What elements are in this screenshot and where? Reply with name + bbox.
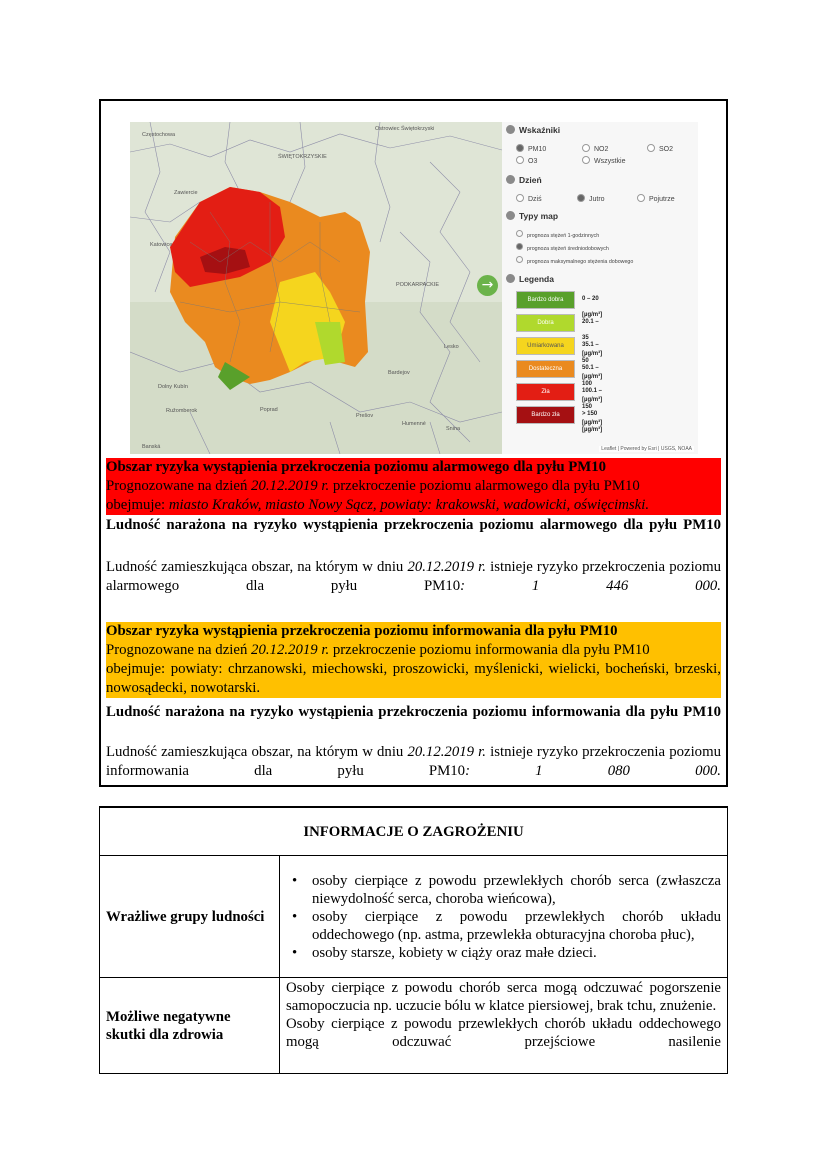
forecast-box: [99, 99, 728, 787]
legend-swatch: Umiarkowana: [516, 337, 575, 355]
info-areas: obejmuje: powiaty: chrzanowski, miechowski, proszowicki, myślenicki, wielicki, bocheński, brzeski, nowosądecki, nowotarski.: [106, 661, 721, 696]
radio-icon: [582, 156, 590, 164]
radio-today[interactable]: Dziś: [516, 194, 542, 203]
legend-value: 0 – 20 [µg/m³]: [582, 296, 603, 318]
map-place: Ružomberok: [166, 408, 198, 414]
sensitive-groups-cell: [280, 856, 728, 978]
chevron-down-icon: [506, 125, 515, 134]
section-map-types[interactable]: Typy map: [506, 211, 558, 221]
alarm-title: Obszar ryzyka wystąpienia przekroczenia poziomu alarmowego dla pyłu PM10: [106, 458, 721, 477]
health-effects-p1: Osoby cierpiące z powodu chorób serca mogą odczuwać pogorszenie samopoczucia np. uczucie bólu w klatce piersiowej, brak tchu, znużenie.: [286, 980, 721, 1014]
legend-swatch: Zła: [516, 383, 575, 401]
map-place: Ostrowiec Świętokrzyski: [375, 126, 435, 132]
health-effects-p2: Osoby cierpiące z powodu przewlekłych chorób układu oddechowego mogą odczuwać przejściowe nasilenie: [286, 1016, 721, 1050]
radio-day-after[interactable]: Pojutrze: [637, 194, 675, 203]
legend-value: 100.1 – 150 [µg/m³]: [582, 388, 603, 426]
info-population-text: Ludność zamieszkująca obszar, na którym w dniu 20.12.2019 r. istnieje ryzyko przekroczenia poziomu informowania dla pyłu PM10: 1 080 000.: [106, 744, 721, 779]
legend-swatch: Bardzo zła: [516, 406, 575, 424]
radio-daily-avg[interactable]: prognoza stężeń średniodobowych: [516, 243, 609, 252]
map-place: Katowice: [150, 242, 173, 248]
map-place: Dolny Kubín: [158, 384, 188, 390]
health-effects-cell: [280, 978, 728, 1074]
radio-so2[interactable]: SO2: [647, 144, 673, 153]
section-day[interactable]: Dzień: [506, 175, 542, 185]
map-place: ŚWIĘTOKRZYSKIE: [278, 154, 327, 160]
radio-no2[interactable]: NO2: [582, 144, 608, 153]
info-population-title: Ludność narażona na ryzyko wystąpienia przekroczenia poziomu informowania dla pyłu PM10: [106, 704, 721, 720]
alarm-areas: obejmuje: miasto Kraków, miasto Nowy Sącz, powiaty: krakowski, wadowicki, oświęcimski.: [106, 496, 721, 515]
list-item: • osoby cierpiące z powodu przewlekłych chorób układu oddechowego (np. astma, przewlekła obturacyjna choroba płuc),: [312, 908, 721, 944]
chevron-down-icon: [506, 175, 515, 184]
map-place: Prešov: [356, 413, 374, 419]
hazard-info-table: [99, 806, 728, 1074]
chevron-down-icon: [506, 211, 515, 220]
legend-value: 50.1 – 100 [µg/m³]: [582, 365, 603, 403]
map-place: Częstochowa: [142, 132, 176, 138]
map-place: Lesko: [444, 344, 459, 350]
radio-icon: [516, 243, 523, 250]
radio-icon: [582, 144, 590, 152]
radio-icon: [647, 144, 655, 152]
radio-icon: [577, 194, 585, 202]
legend-value: 35.1 – 50 [µg/m³]: [582, 342, 603, 380]
alarm-population-text: Ludność zamieszkująca obszar, na którym w dniu 20.12.2019 r. istnieje ryzyko przekroczenia poziomu alarmowego dla pyłu PM10: 1 446 000.: [106, 559, 721, 594]
alarm-population-title: Ludność narażona na ryzyko wystąpienia przekroczenia poziomu alarmowego dla pyłu PM10: [106, 517, 721, 533]
radio-icon: [637, 194, 645, 202]
info-forecast-line: Prognozowane na dzień 20.12.2019 r. przekroczenie poziomu informowania dla pyłu PM10: [106, 641, 721, 660]
radio-pm10[interactable]: PM10: [516, 144, 546, 153]
section-indicators[interactable]: Wskaźniki: [506, 125, 560, 135]
radio-icon: [516, 156, 524, 164]
radio-tomorrow[interactable]: Jutro: [577, 194, 605, 203]
map-place: Humenné: [402, 421, 426, 427]
row-label-health-effects: Możliwe negatywne skutki dla zdrowia: [100, 978, 280, 1074]
section-legend[interactable]: Legenda: [506, 274, 554, 284]
radio-icon: [516, 144, 524, 152]
radio-1h[interactable]: prognoza stężeń 1-godzinnych: [516, 230, 599, 239]
map-place: Banská: [142, 444, 161, 450]
legend-swatch: Bardzo dobra: [516, 291, 575, 309]
alarm-forecast-line: Prognozowane na dzień 20.12.2019 r. przekroczenie poziomu alarmowego dla pyłu PM10: [106, 477, 721, 496]
map-terrain: [130, 122, 502, 454]
radio-icon: [516, 230, 523, 237]
map-control-panel: [502, 122, 698, 454]
row-label-sensitive-groups: Wrażliwe grupy ludności: [100, 856, 280, 978]
map-place: Zawiercie: [174, 190, 198, 196]
legend-value: > 150 [µg/m³]: [582, 411, 603, 433]
list-item: • osoby starsze, kobiety w ciąży oraz małe dzieci.: [312, 944, 721, 962]
chevron-down-icon: [506, 274, 515, 283]
legend-value: 20.1 – 35 [µg/m³]: [582, 319, 603, 357]
arrow-right-icon[interactable]: →: [477, 275, 498, 296]
radio-daily-max[interactable]: prognoza maksymalnego stężenia dobowego: [516, 256, 633, 265]
map-place: PODKARPACKIE: [396, 282, 439, 288]
map-place: Bardejov: [388, 370, 410, 376]
radio-o3[interactable]: O3: [516, 156, 537, 165]
air-quality-map[interactable]: [130, 122, 698, 454]
map-place: Poprad: [260, 407, 278, 413]
map-place: Snina: [446, 426, 461, 432]
info-title: Obszar ryzyka wystąpienia przekroczenia poziomu informowania dla pyłu PM10: [106, 622, 721, 641]
radio-icon: [516, 194, 524, 202]
table-header: INFORMACJE O ZAGROŻENIU: [100, 807, 728, 856]
radio-all[interactable]: Wszystkie: [582, 156, 626, 165]
list-item: • osoby cierpiące z powodu przewlekłych chorób serca (zwłaszcza niewydolność serca, choroba wieńcowa),: [312, 872, 721, 908]
map-attribution[interactable]: Leaflet | Powered by Esri | USGS, NOAA: [601, 446, 692, 452]
legend-swatch: Dobra: [516, 314, 575, 332]
radio-icon: [516, 256, 523, 263]
legend-swatch: Dostateczna: [516, 360, 575, 378]
